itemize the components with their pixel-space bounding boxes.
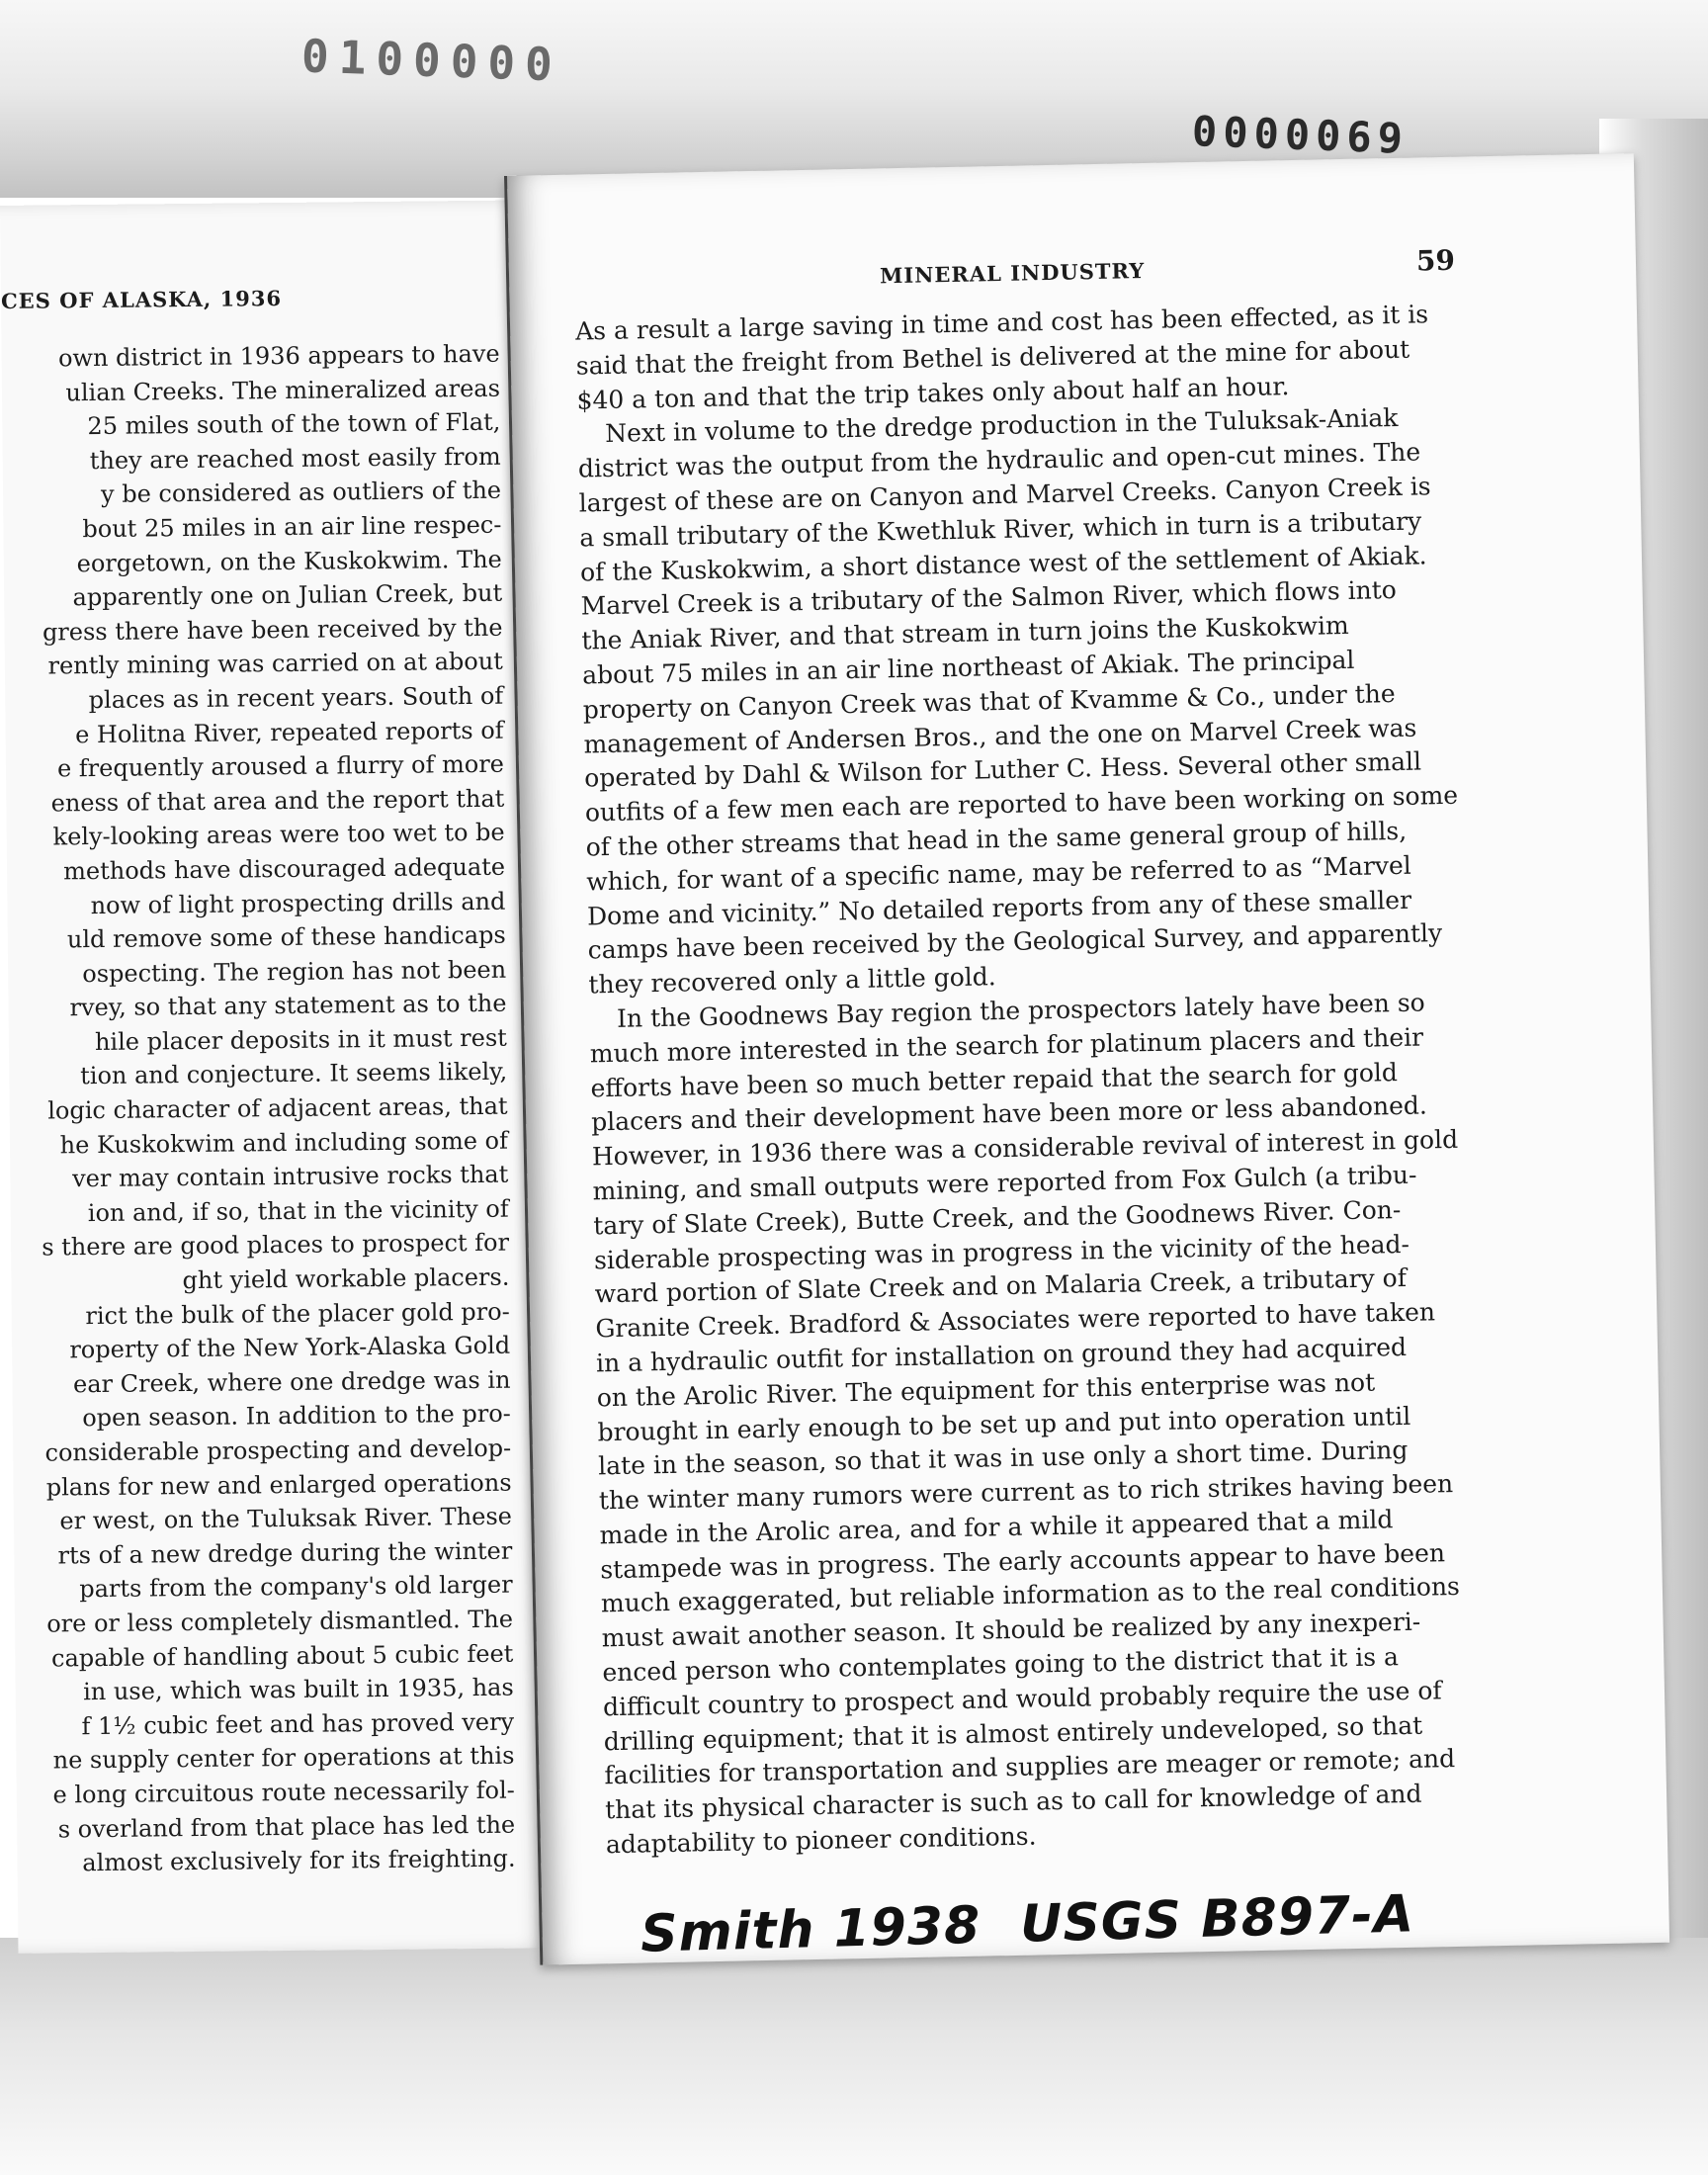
text-line: facilities for transportation and supplies are meager or remote; and: [604, 1744, 1456, 1790]
archive-stamp-right: 0000069: [1191, 107, 1409, 163]
text-line: roperty of the New York-Alaska Gold: [69, 1331, 511, 1364]
right-running-head: MINERAL INDUSTRY: [879, 258, 1146, 289]
text-line: However, in 1936 there was a considerable revival of interest in gold: [591, 1124, 1459, 1172]
handwritten-reference: USGS B897-A: [1019, 1884, 1415, 1955]
text-line: e Holitna River, repeated reports of: [74, 716, 504, 748]
handwritten-author-year: Smith 1938: [640, 1895, 982, 1964]
text-line: s there are good places to prospect for: [42, 1229, 510, 1262]
text-line: the Aniak River, and that stream in turn joins the Kuskokwim: [581, 611, 1349, 655]
text-line: capable of handling about 5 cubic feet: [50, 1639, 514, 1673]
text-line: he Kuskokwim and including some of: [59, 1126, 509, 1160]
text-line: methods have discouraged adequate: [63, 852, 506, 886]
text-line: drilling equipment; that it is almost entirely undeveloped, so that: [603, 1710, 1423, 1756]
text-line: ear Creek, where one dredge was in: [72, 1365, 511, 1399]
text-line: Marvel Creek is a tributary of the Salmon River, which flows into: [580, 575, 1398, 621]
text-line: much exaggerated, but reliable information as to the real conditions: [600, 1572, 1461, 1618]
text-line: brought in early enough to be set up and put into operation until: [597, 1401, 1411, 1446]
text-line: s overland from that place has led the: [57, 1810, 516, 1844]
text-line: e long circuitous route necessarily fol-: [52, 1776, 515, 1809]
text-line: e frequently aroused a flurry of more: [56, 749, 505, 783]
text-line: bout 25 miles in an air line respec-: [82, 510, 502, 544]
text-line: which, for want of a specific name, may be referred to as “Marvel: [586, 850, 1412, 897]
text-line: much more interested in the search for platinum placers and their: [589, 1022, 1424, 1069]
left-page-text: [0, 337, 516, 1881]
text-line: gress there have been received by the: [42, 613, 503, 647]
text-line: they recovered only a little gold.: [588, 962, 996, 1000]
text-line: stampede was in progress. The early accounts appear to have been: [600, 1537, 1446, 1585]
text-line: of the other streams that head in the same general group of hills,: [585, 816, 1408, 862]
text-line: operated by Dahl & Wilson for Luther C. Hess. Several other small: [583, 746, 1422, 793]
left-running-head: CES OF ALASKA, 1936: [0, 286, 283, 313]
text-line: ver may contain intrusive rocks that: [71, 1160, 509, 1193]
text-line: er west, on the Tuluksak River. These: [59, 1502, 513, 1535]
text-line: now of light prospecting drills and: [90, 887, 506, 919]
text-line: made in the Arolic area, and for a while it appeared that a mild: [599, 1505, 1394, 1550]
text-line: rently mining was carried on at about: [47, 648, 504, 680]
text-line: f 1½ cubic feet and has proved very: [81, 1707, 515, 1740]
text-line: ne supply center for operations at this: [52, 1741, 515, 1775]
text-line: management of Andersen Bros., and the one on Marvel Creek was: [583, 713, 1417, 759]
text-line: about 75 miles in an air line northeast of Akiak. The principal: [581, 645, 1355, 690]
text-line: outfits of a few men each are reported to have been working on some: [584, 780, 1459, 827]
text-line: ght yield workable placers.: [182, 1262, 510, 1295]
text-line: rict the bulk of the placer gold pro-: [85, 1297, 510, 1330]
text-line: ulian Creeks. The mineralized areas: [65, 374, 501, 406]
text-line: largest of these are on Canyon and Marvel Creeks. Canyon Creek is: [578, 472, 1431, 518]
text-line: ion and, if so, that in the vicinity of: [87, 1194, 509, 1227]
text-line: eorgetown, on the Kuskokwim. The: [76, 545, 502, 577]
text-line: difficult country to prospect and would probably require the use of: [602, 1676, 1442, 1722]
text-line: parts from the company's old larger: [79, 1571, 513, 1604]
text-line: open season. In addition to the pro-: [82, 1400, 511, 1433]
scan-shadow-bottom: [0, 1938, 1708, 2175]
text-line: Dome and vicinity.” No detailed reports from any of these smaller: [586, 885, 1412, 931]
text-line: Next in volume to the dredge production in the Tuluksak-Aniak: [604, 403, 1399, 449]
text-line: adaptability to pioneer conditions.: [605, 1821, 1037, 1860]
text-line: plans for new and enlarged operations: [45, 1468, 512, 1502]
text-line: rvey, so that any statement as to the: [69, 989, 507, 1022]
text-line: on the Arolic River. The equipment for this enterprise was not: [596, 1367, 1376, 1413]
text-line: rts of a new dredge during the winter: [57, 1536, 513, 1570]
text-line: siderable prospecting was in progress in the vicinity of the head-: [593, 1229, 1410, 1274]
text-line: In the Goodnews Bay region the prospectors lately have been so: [616, 988, 1425, 1033]
text-line: in a hydraulic outfit for installation on ground they had acquired: [595, 1332, 1408, 1378]
text-line: uld remove some of these handicaps: [66, 920, 506, 954]
text-line: y be considered as outliers of the: [100, 477, 502, 509]
text-line: ore or less completely dismantled. The: [46, 1605, 514, 1638]
text-line: district was the output from the hydraulic and open-cut mines. The: [577, 437, 1421, 483]
text-line: placers and their development have been more or less abandoned.: [590, 1090, 1428, 1137]
text-line: that its physical character is such as to call for knowledge of and: [604, 1779, 1422, 1825]
text-line: own district in 1936 appears to have: [57, 339, 500, 373]
left-page: [0, 200, 553, 1954]
text-line: enced person who contemplates going to the district that it is a: [602, 1642, 1400, 1688]
text-line: kely-looking areas were too wet to be: [52, 819, 505, 851]
text-line: ward portion of Slate Creek and on Malaria Creek, a tributary of: [594, 1263, 1408, 1309]
text-line: logic character of adjacent areas, that: [47, 1091, 508, 1125]
right-page: [504, 153, 1669, 1965]
text-line: property on Canyon Creek was that of Kvamme & Co., under the: [582, 678, 1396, 725]
page-number: 59: [1415, 243, 1456, 278]
text-line: mining, and small outputs were reported from Fox Gulch (a tribu-: [592, 1160, 1417, 1206]
text-line: apparently one on Julian Creek, but: [72, 578, 503, 612]
right-page-text: [575, 298, 1495, 1864]
text-line: almost exclusively for its freighting.: [82, 1844, 516, 1877]
text-line: efforts have been so much better repaid that the search for gold: [590, 1057, 1399, 1102]
text-line: hile placer deposits in it must rest: [94, 1023, 507, 1056]
text-line: late in the season, so that it was in use only a short time. During: [597, 1436, 1409, 1481]
text-line: of the Kuskokwim, a short distance west of the settlement of Akiak.: [579, 540, 1427, 587]
text-line: considerable prospecting and develop-: [44, 1434, 512, 1467]
text-line: a small tributary of the Kwethluk River, which in turn is a tributary: [579, 506, 1422, 553]
text-line: As a result a large saving in time and cost has been effected, as it is: [574, 300, 1429, 346]
text-line: said that the freight from Bethel is delivered at the mine for about: [575, 334, 1410, 381]
text-line: in use, which was built in 1935, has: [82, 1673, 514, 1706]
text-line: eness of that area and the report that: [50, 784, 505, 818]
text-line: must await another season. It should be realized by any inexperi-: [601, 1607, 1421, 1653]
text-line: they are reached most easily from: [89, 442, 501, 475]
text-line: $40 a ton and that the trip takes only about half an hour.: [576, 371, 1290, 415]
text-line: ospecting. The region has not been: [82, 955, 507, 988]
text-line: places as in recent years. South of: [88, 681, 504, 715]
text-line: Granite Creek. Bradford & Associates were reported to have taken: [595, 1297, 1436, 1344]
archive-stamp-left: 0100000: [300, 29, 563, 92]
text-line: 25 miles south of the town of Flat,: [87, 407, 501, 441]
text-line: tion and conjecture. It seems likely,: [80, 1058, 508, 1090]
text-line: tary of Slate Creek), Butte Creek, and the Goodnews River. Con-: [593, 1194, 1402, 1241]
text-line: the winter many rumors were current as to rich strikes having been: [598, 1469, 1454, 1516]
text-line: camps have been received by the Geological Survey, and apparently: [587, 918, 1443, 965]
